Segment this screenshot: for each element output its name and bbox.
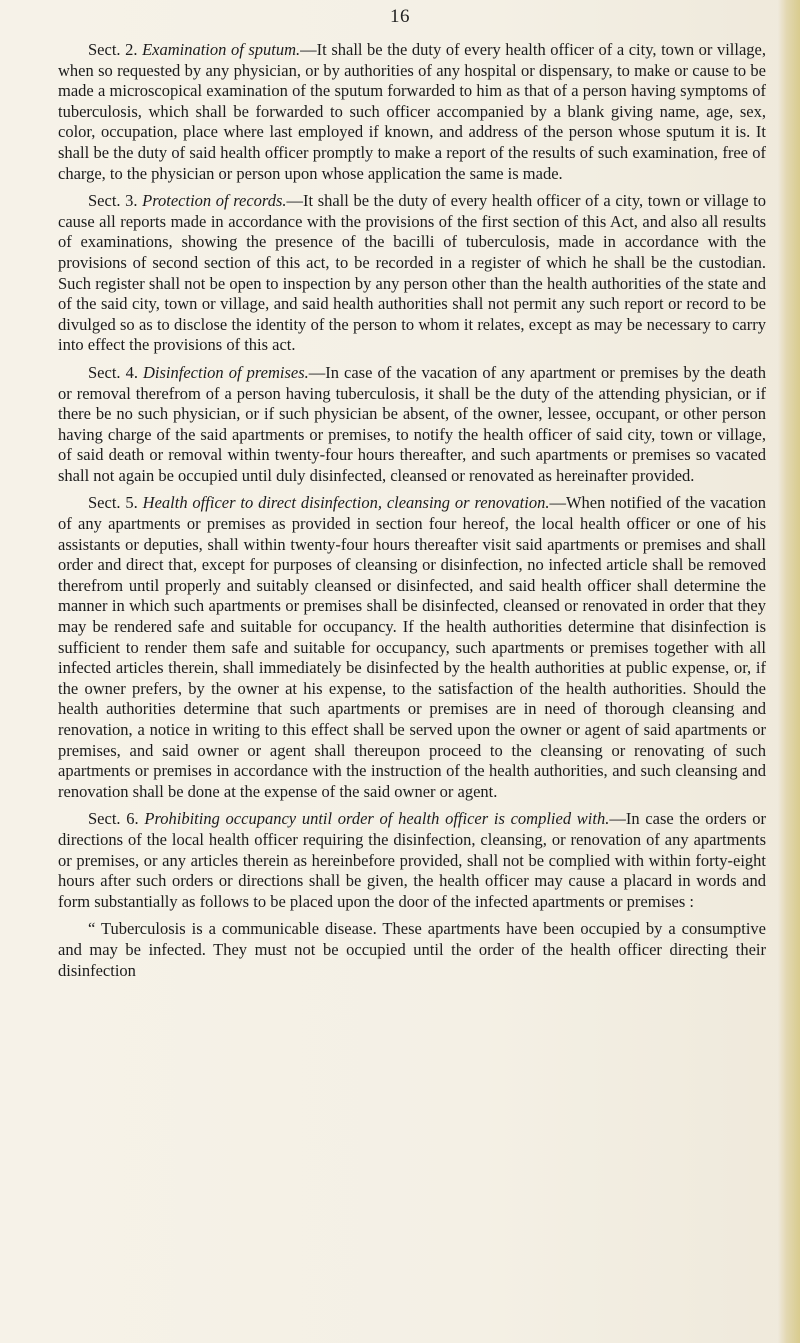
section-2-paragraph [58, 40, 766, 184]
page-edge-shadow [778, 0, 800, 1343]
section-2-label: Sect. 2. [88, 40, 138, 59]
placard-paragraph: “ Tuberculosis is a communicable disease. These apartments have been occupied by a consumptive and may be infected. They must not be occupied until the order of the health officer directing their disinfection [58, 919, 766, 980]
section-4-body: —In case of the vacation of any apartment or premises by the death or removal therefrom of a person having tuberculosis, it shall be the duty of the attending physician, or if there be no such physician, or if such physician be absent, of the owner, lessee, occupant, or other person having charge of the said apartments or premises, to notify the health officer of said city, town or village, of said death or removal within twenty-four hours thereafter, and such apartments or premises so vacated shall not again be occupied until duly disinfected, cleansed or renovated as hereinafter provided. [58, 362, 766, 485]
section-6-body: —In case the orders or directions of the local health officer requiring the disinfection, cleansing, or renovation of any apartments or premises, or any articles therein as hereinbefore provided, shall not be complied with within forty-eight hours after such orders or directions shall be given, the health officer may cause a placard in words and form substantially as follows to be placed upon the door of the infected apartments or premises : [58, 809, 766, 911]
section-5-paragraph [58, 493, 766, 802]
section-6-heading: Prohibiting occupancy until order of health officer is complied with. [144, 809, 610, 829]
section-3-body: —It shall be the duty of every health officer of a city, town or village to cause all reports made in accordance with the provisions of the first section of this Act, and also all results of examinations, showing the presence of the bacilli of tuberculosis, made in accordance with the provisions of second section of this act, to be recorded in a register of which he shall be the custodian. Such register shall not be open to inspection by any person other than the health authorities of the state and of the said city, town or village, and said health authorities shall not permit any such report or record to be divulged so as to disclose the identity of the person to whom it relates, except as may be necessary to carry into effect the provisions of this act. [58, 191, 767, 355]
section-3-heading: Protection of records. [142, 191, 287, 211]
section-4-label: Sect. 4. [88, 362, 138, 382]
section-4-paragraph [58, 363, 766, 487]
section-4-heading: Disinfection of premises. [143, 362, 309, 382]
document-body [58, 40, 766, 988]
section-5-body: —When notified of the vacation of any apartments or premises as provided in section four hereof, the local health officer or one of his assistants or deputies, shall within twenty-four hours thereafter visit said apartments or premises and shall order and direct that, except for purposes of cleansing or disinfection, no infected article shall be removed therefrom until properly and suitably cleansed or disinfected, and said health officer shall determine the manner in which such apartments or premises shall be disinfected, cleansed or renovated in order that they may be rendered safe and suitable for occupancy. If the health authorities determine that disinfection is sufficient to render them safe and suitable for occupancy, such apartments or premises together with all infected articles therein, shall immediately be disinfected by the health authorities at public expense, or, if the owner prefers, by the owner at his expense, to the satisfaction of the health authorities. Should the health authorities determine that such apartments or premises are in need of thorough cleansing and renovation, a notice in writing to this effect shall be served upon the owner or agent of said apartments or premises, and said owner or agent shall thereupon proceed to the cleansing or renovating of such apartments or premises in accordance with the instruction of the health authorities, and such cleansing and renovation shall be done at the expense of the said owner or agent. [58, 493, 766, 801]
section-2-heading: Examination of sputum. [142, 40, 301, 59]
section-3-paragraph [58, 191, 766, 356]
page-number: 16 [390, 6, 410, 27]
section-6-label: Sect. 6. [88, 809, 139, 829]
section-5-heading: Health officer to direct disinfection, cleansing or renovation. [142, 493, 550, 513]
section-2-body: —It shall be the duty of every health officer of a city, town or village, when so requested by any physician, or by authorities of any hospital or dispensary, to make or cause to be made a microscopical examination of the sputum forwarded to him as that of a person having symptoms of tuberculosis, which shall be forwarded to such officer accompanied by a blank giving name, age, sex, color, occupation, place where last employed if known, and address of the person whose sputum it is. It shall be the duty of said health officer promptly to make a report of the results of such examination, free of charge, to the physician or person upon whose application the same is made. [58, 40, 767, 183]
section-3-label: Sect. 3. [88, 191, 138, 211]
section-5-label: Sect. 5. [88, 493, 138, 513]
section-6-paragraph [58, 809, 766, 912]
